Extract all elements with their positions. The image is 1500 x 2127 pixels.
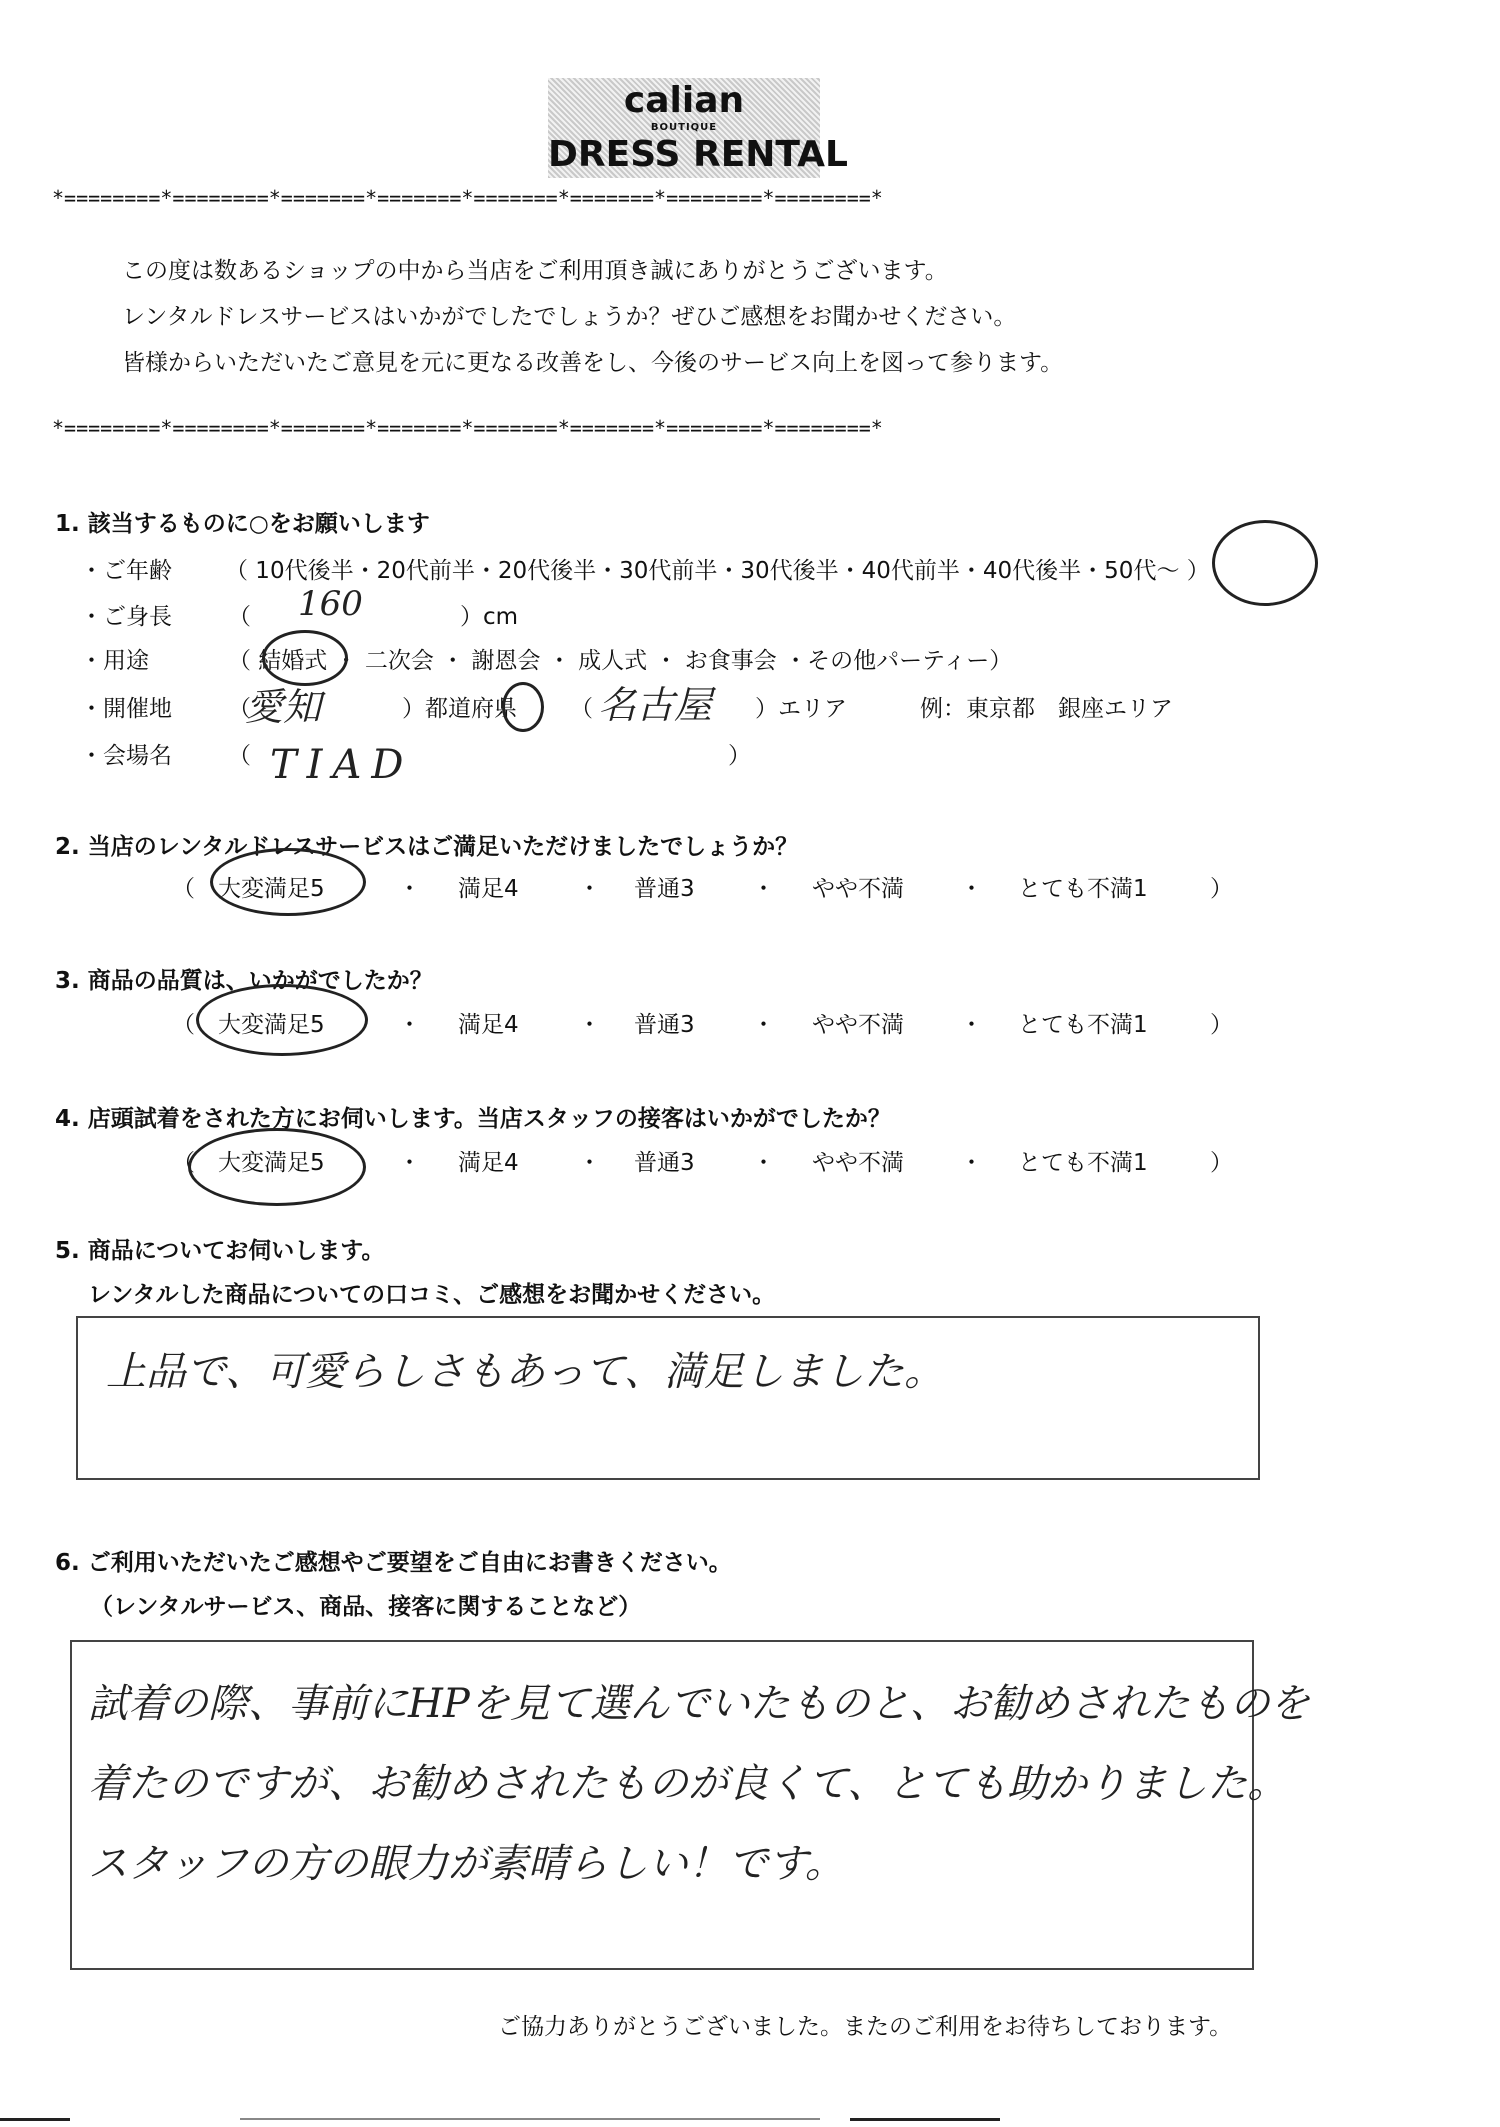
scale-open-paren: （ [172,876,195,902]
q6-heading: 6. ご利用いただいたご感想やご要望をご自由にお書きください。 [55,1550,732,1576]
scale-open-paren: （ [172,1150,195,1176]
scale-sep: ・ [960,876,983,902]
footer-thanks: ご協力ありがとうございました。またのご利用をお待ちしております。 [498,2014,1233,2040]
q1-heading: 1. 該当するものに○をお願いします [55,511,430,537]
scale-open-paren: （ [172,1012,195,1038]
q2-heading: 2. 当店のレンタルドレスサービスはご満足いただけましたでしょうか？ [55,834,799,860]
scale-sep: ・ [578,1012,601,1038]
scale-option-2[interactable]: やや不満 [812,1150,904,1176]
divider-bottom: *========*========*=======*=======*=======*=======*========*========* [52,416,883,440]
scale-option-5[interactable]: 大変満足5 [218,1150,325,1176]
q6-answer-box[interactable] [70,1640,1310,1970]
area-unit: ）エリア [755,696,847,722]
scan-edge-mark [240,2118,820,2120]
scale-close-paren: ） [1210,876,1233,902]
scale-option-2[interactable]: やや不満 [812,1012,904,1038]
age-label: ・ご年齢 [80,558,172,584]
scale-option-5[interactable]: 大変満足5 [218,1012,325,1038]
scale-option-4[interactable]: 満足4 [458,1150,519,1176]
q3-heading: 3. 商品の品質は、いかがでしたか？ [55,968,433,994]
scale-option-1[interactable]: とても不満1 [1018,876,1148,902]
intro-line-2: レンタルドレスサービスはいかがでしたでしょうか？ぜひご感想をお聞かせください。 [122,304,1017,330]
prefecture-value[interactable]: 愛知 [245,685,322,729]
divider-top: *========*========*=======*=======*=======*=======*========*========* [52,186,883,210]
intro-line-3: 皆様からいただいたご意見を元に更なる改善をし、今後のサービス向上を図って参ります。 [122,350,1064,376]
purpose-label: ・用途 [80,648,149,674]
height-value[interactable]: 160 [298,584,363,624]
logo-brand: calian [623,80,745,121]
q3-selection-circle [196,984,368,1056]
scale-sep: ・ [578,1150,601,1176]
prefecture-type-circle [502,682,544,732]
scale-sep: ・ [752,876,775,902]
scale-option-5[interactable]: 大変満足5 [218,876,325,902]
q4-heading: 4. 店頭試着をされた方にお伺いします。当店スタッフの接客はいかがでしたか？ [55,1106,891,1132]
scale-sep: ・ [398,1150,421,1176]
hall-open-paren: （ [228,743,251,769]
q2-selection-circle [210,848,366,916]
area-open-paren: （ [570,696,593,722]
logo-title: DRESS RENTAL [548,134,848,175]
venue-open-paren: （ [228,696,251,722]
area-value[interactable]: 名古屋 [598,683,713,727]
scale-sep: ・ [960,1150,983,1176]
scale-option-4[interactable]: 満足4 [458,876,519,902]
age-options[interactable]: （ 10代後半・20代前半・20代後半・30代前半・30代後半・40代前半・40代後半・50代〜 ） [225,558,1210,584]
venue-example: 例：東京都 銀座エリア [920,696,1173,722]
q6-answer-line-1: 試着の際、事前にHPを見て選んでいたものと、お勧めされたものを [88,1681,1310,1727]
scale-sep: ・ [752,1012,775,1038]
height-unit: ）cm [460,604,519,630]
scale-option-1[interactable]: とても不満1 [1018,1150,1148,1176]
scale-option-1[interactable]: とても不満1 [1018,1012,1148,1038]
logo-subtitle: BOUTIQUE [650,122,718,133]
scale-sep: ・ [578,876,601,902]
scale-close-paren: ） [1210,1150,1233,1176]
scale-sep: ・ [398,1012,421,1038]
venue-label: ・開催地 [80,696,172,722]
scale-sep: ・ [960,1012,983,1038]
hall-label: ・会場名 [80,743,172,769]
height-label: ・ご身長 [80,604,172,630]
scan-edge-mark [0,2118,70,2121]
scan-edge-mark [850,2118,1000,2121]
q6-subheading: （レンタルサービス、商品、接客に関することなど） [90,1594,642,1620]
q6-answer-line-3: スタッフの方の眼力が素晴らしい！です。 [88,1841,845,1887]
q5-answer-box[interactable] [76,1316,1260,1480]
q5-subheading: レンタルした商品についての口コミ、ご感想をお聞かせください。 [88,1282,776,1308]
scale-option-2[interactable]: やや不満 [812,876,904,902]
scale-option-3[interactable]: 普通3 [634,1012,695,1038]
q5-answer-text: 上品で、可愛らしさもあって、満足しました。 [106,1349,944,1395]
hall-close-paren: ） [728,743,751,769]
intro-line-1: この度は数あるショップの中から当店をご利用頂き誠にありがとうございます。 [122,258,948,284]
scale-option-3[interactable]: 普通3 [634,1150,695,1176]
scale-sep: ・ [752,1150,775,1176]
purpose-options[interactable]: （ 結婚式 ・ 二次会 ・ 謝恩会 ・ 成人式 ・ お食事会 ・その他パーティー） [228,648,1013,674]
hall-value[interactable]: TIAD [270,742,414,788]
scale-close-paren: ） [1210,1012,1233,1038]
prefecture-unit: ）都道府県 [402,696,517,722]
q4-selection-circle [188,1128,366,1206]
q5-heading: 5. 商品についてお伺いします。 [55,1238,385,1264]
age-selection-circle [1212,520,1318,606]
q6-answer-line-2: 着たのですが、お勧めされたものが良くて、とても助かりました。 [88,1761,1288,1807]
scale-sep: ・ [398,876,421,902]
height-open-paren: （ [228,604,251,630]
scale-option-3[interactable]: 普通3 [634,876,695,902]
scale-option-4[interactable]: 満足4 [458,1012,519,1038]
